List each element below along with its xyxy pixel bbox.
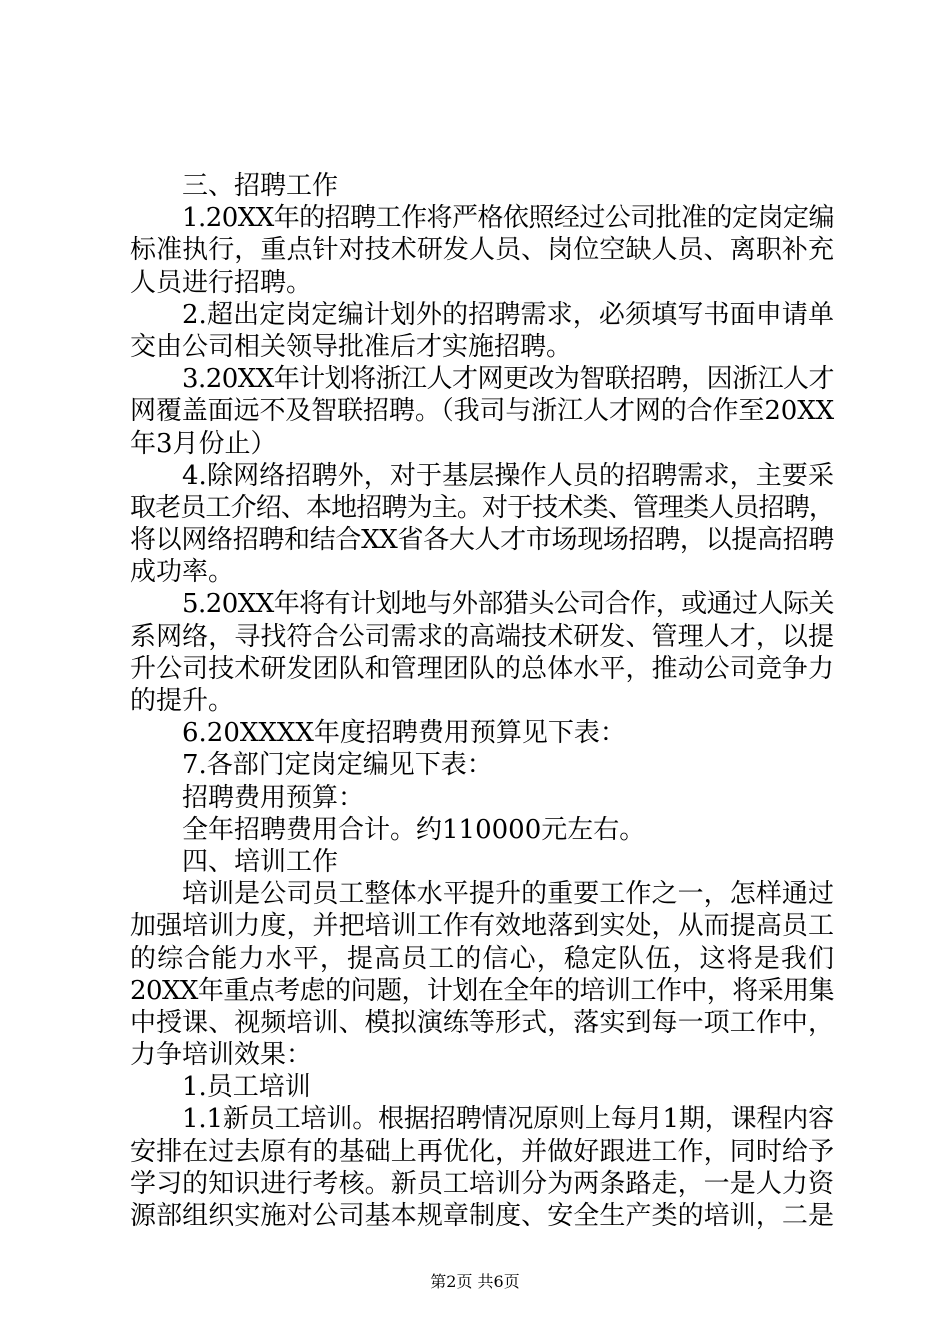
text-line: 标准执行，重点针对技术研发人员、岗位空缺人员、离职补充 [130, 235, 834, 266]
text-line: 取老员工介绍、本地招聘为主。对于技术类、管理类人员招聘， [130, 492, 834, 523]
text-line: 6.20XXXX年度招聘费用预算见下表： [182, 718, 626, 749]
text-line: 招聘费用预算： [182, 782, 365, 813]
text-line: 源部组织实施对公司基本规章制度、安全生产类的培训，二是 [130, 1201, 834, 1231]
text-line: 人员进行招聘。 [130, 267, 313, 298]
text-line: 的综合能力水平，提高员工的信心，稳定队伍，这将是我们 [130, 943, 834, 974]
text-line: 三、招聘工作 [182, 171, 339, 201]
text-line: 1.20XX年的招聘工作将严格依照经过公司批准的定岗定编 [182, 203, 834, 234]
text-line: 培训是公司员工整体水平提升的重要工作之一，怎样通过 [182, 879, 834, 910]
text-line: 3.20XX年计划将浙江人才网更改为智联招聘，因浙江人才 [182, 364, 834, 395]
text-line: 年3月份止） [130, 428, 277, 459]
text-line: 7.各部门定岗定编见下表： [182, 750, 493, 781]
text-line: 交由公司相关领导批准后才实施招聘。 [130, 331, 573, 362]
text-line: 成功率。 [130, 557, 235, 588]
text-line: 的提升。 [130, 686, 235, 716]
text-line: 4.除网络招聘外，对于基层操作人员的招聘需求，主要采 [182, 460, 834, 491]
text-line: 四、培训工作 [182, 846, 339, 877]
text-line: 网覆盖面远不及智联招聘。（我司与浙江人才网的合作至20XX [130, 396, 834, 427]
text-line: 20XX年重点考虑的问题，计划在全年的培训工作中，将采用集 [130, 975, 834, 1006]
text-line: 系网络，寻找符合公司需求的高端技术研发、管理人才，以提 [130, 621, 834, 652]
text-line: 升公司技术研发团队和管理团队的总体水平，推动公司竞争力 [130, 653, 834, 684]
text-line: 5.20XX年将有计划地与外部猎头公司合作，或通过人际关 [182, 589, 834, 620]
text-line: 加强培训力度，并把培训工作有效地落到实处，从而提高员工 [130, 911, 834, 942]
text-line: 1.1新员工培训。根据招聘情况原则上每月1期，课程内容 [182, 1104, 834, 1135]
text-line: 将以网络招聘和结合XX省各大人才市场现场招聘，以提高招聘 [130, 525, 834, 556]
page-footer: 第2页 共6页 [430, 1272, 520, 1291]
text-line: 中授课、视频培训、模拟演练等形式，落实到每一项工作中， [130, 1007, 834, 1038]
text-line: 全年招聘费用合计。约110000元左右。 [182, 814, 646, 845]
text-line: 1.员工培训 [182, 1072, 311, 1103]
text-line: 力争培训效果： [130, 1040, 313, 1071]
text-line: 安排在过去原有的基础上再优化，并做好跟进工作，同时给予 [130, 1136, 834, 1167]
text-line: 2.超出定岗定编计划外的招聘需求，必须填写书面申请单 [182, 299, 834, 330]
document-body [130, 170, 834, 1232]
text-line: 学习的知识进行考核。新员工培训分为两条路走，一是人力资 [130, 1168, 834, 1199]
